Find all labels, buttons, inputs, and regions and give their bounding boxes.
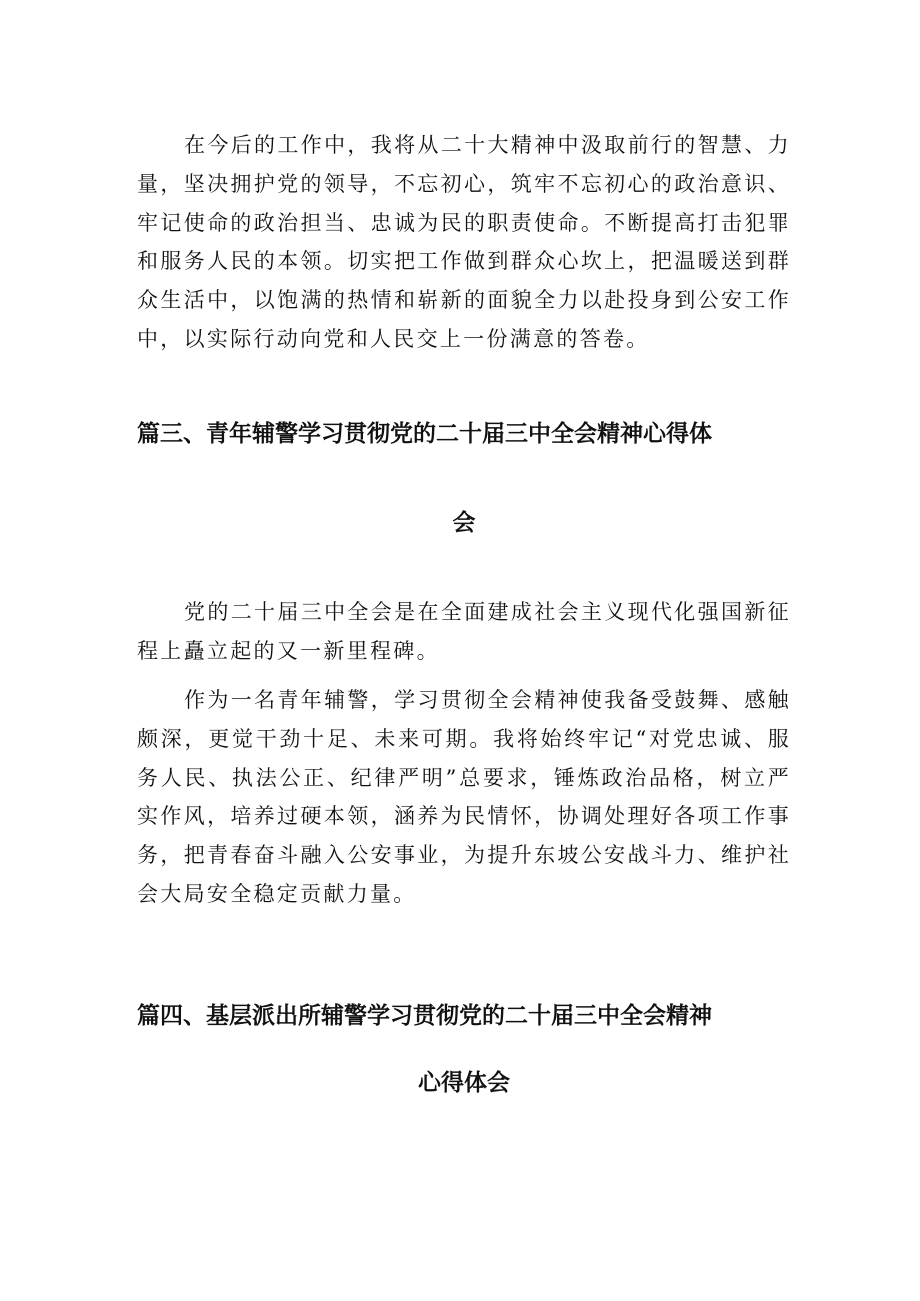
- paragraph-closing-pledge: 在今后的工作中，我将从二十大精神中汲取前行的智慧、力量，坚决拥护党的领导，不忘初心，筑牢不忘初心的政治意识、牢记使命的政治担当、忠诚为民的职责使命。不断提高打击犯罪和服务人民的本领。切实把工作做到群众心坎上，把温暖送到群众生活中，以饱满的热情和崭新的面貌全力以赴投身到公安工作中，以实际行动向党和人民交上一份满意的答卷。: [137, 133, 791, 351]
- paragraph-auxiliary-police-commitment: 作为一名青年辅警，学习贯彻全会精神使我备受鼓舞、感触颇深，更觉干劲十足、未来可期。我将始终牢记“对党忠诚、服务人民、执法公正、纪律严明”总要求，锤炼政治品格，树立严实作风，培养过硬本领，涵养为民情怀，协调处理好各项工作事务，把青春奋斗融入公安事业，为提升东坡公安战斗力、维护社会大局安全稳定贡献力量。: [137, 688, 791, 906]
- paragraph-plenum-milestone: 党的二十届三中全会是在全面建成社会主义现代化强国新征程上矗立起的又一新里程碑。: [137, 600, 791, 663]
- section-heading-part-four-continued: 心得体会: [418, 1070, 510, 1096]
- section-heading-part-three: 篇三、青年辅警学习贯彻党的二十届三中全会精神心得体: [137, 421, 712, 447]
- section-heading-part-three-continued: 会: [452, 510, 476, 536]
- section-heading-part-four: 篇四、基层派出所辅警学习贯彻党的二十届三中全会精神: [137, 1003, 712, 1029]
